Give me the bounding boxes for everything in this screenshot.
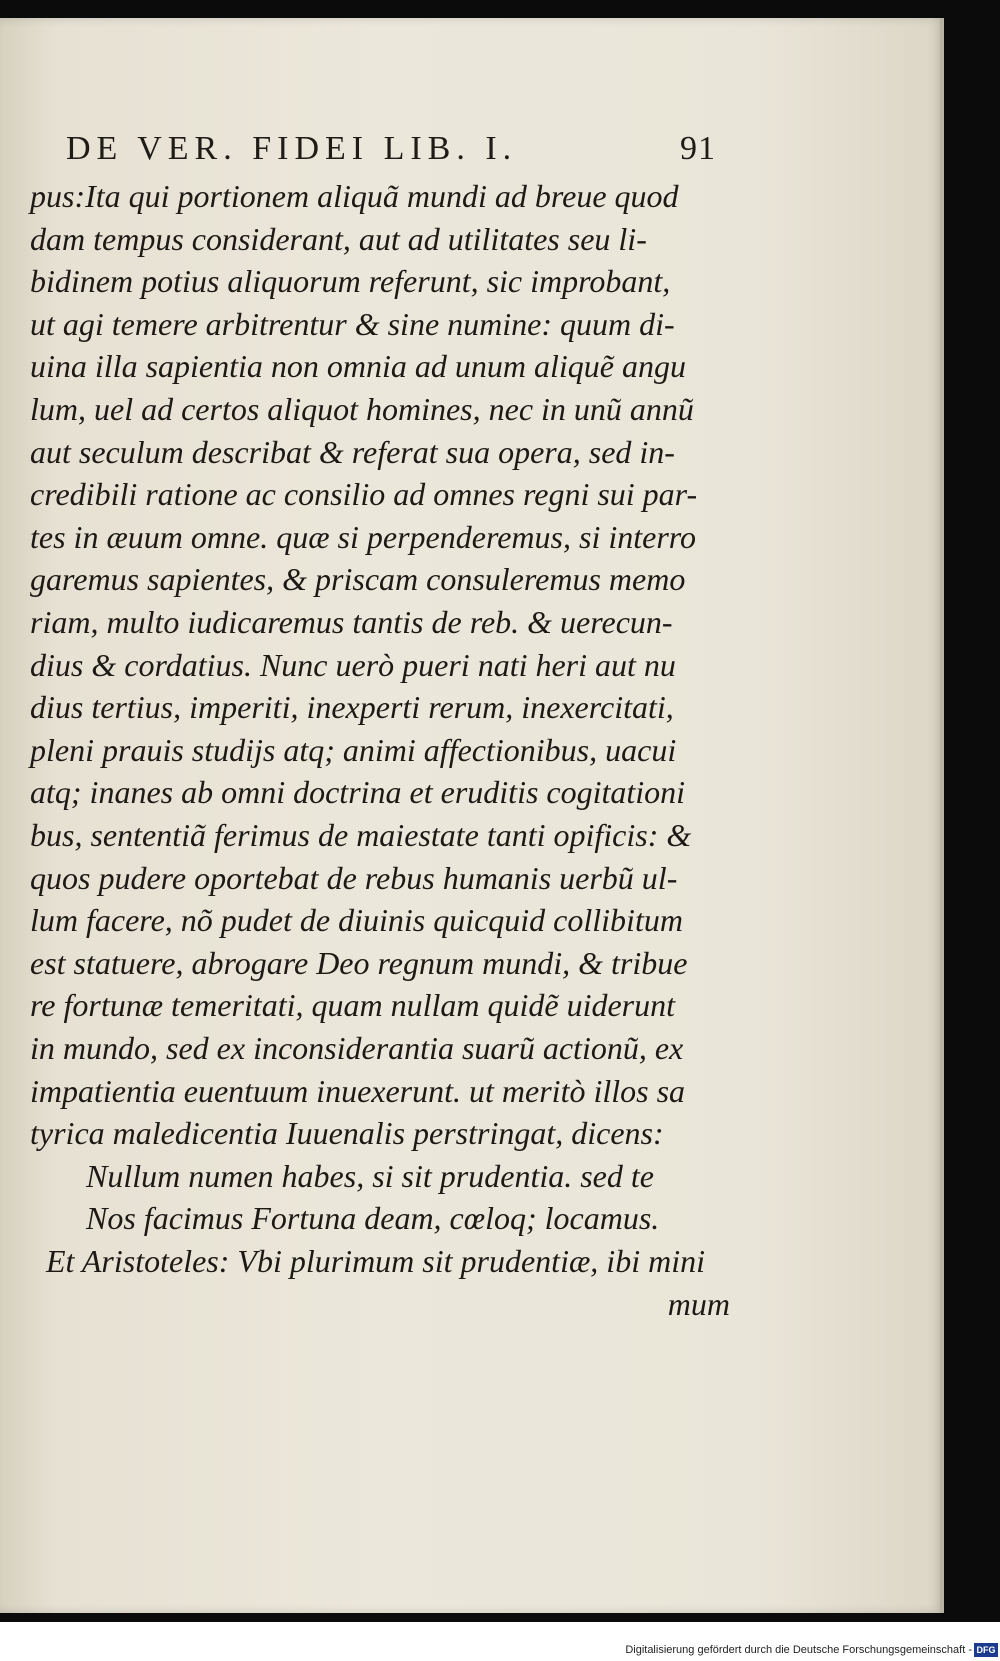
- text-line: atq; inanes ab omni doctrina et eruditis cogitationi: [30, 774, 686, 811]
- text-line: impatientia euentuum inuexerunt. ut meritò illos sa: [30, 1072, 686, 1109]
- text-line: in mundo, sed ex inconsiderantia suarũ actionũ, ex: [30, 1030, 684, 1066]
- text-line: dius & cordatius. Nunc uerò pueri nati heri aut nu: [30, 646, 676, 683]
- text-line: pus:Ita qui portionem aliquã mundi ad breue quod: [30, 178, 679, 214]
- verse-line: Nullum numen habes, si sit prudentia. sed te: [86, 1157, 654, 1194]
- page-number: 91: [680, 130, 716, 167]
- text-line: pleni prauis studijs atq; animi affectionibus, uacui: [30, 731, 677, 768]
- book-page: [0, 18, 944, 1613]
- verse-line: Nos facimus Fortuna deam, cœloq; locamus.: [86, 1200, 660, 1237]
- text-line: ut agi temere arbitrentur & sine numine: quum di-: [30, 305, 675, 342]
- dfg-logo: DFG: [974, 1643, 998, 1657]
- text-line: re fortunæ temeritati, quam nullam quidẽ uiderunt: [30, 987, 675, 1024]
- text-line: dam tempus considerant, aut ad utilitates seu li-: [30, 220, 647, 257]
- text-line: tyrica maledicentia Iuuenalis perstringat, dicens:: [30, 1115, 664, 1152]
- text-line: lum facere, nõ pudet de diuinis quicquid collibitum: [30, 902, 683, 939]
- text-line: tes in æuum omne. quæ si perpenderemus, si interro: [30, 518, 697, 555]
- text-line: Et Aristoteles: Vbi plurimum sit prudentiæ, ibi mini: [46, 1243, 705, 1279]
- text-line: garemus sapientes, & priscam consuleremus memo: [30, 561, 686, 598]
- running-header: [66, 130, 716, 174]
- text-line: dius tertius, imperiti, inexperti rerum, inexercitati,: [30, 689, 674, 726]
- text-line: bidinem potius aliquorum referunt, sic improbant,: [30, 263, 671, 300]
- text-line: credibili ratione ac consilio ad omnes regni sui par-: [30, 476, 698, 513]
- text-line: uina illa sapientia non omnia ad unum aliquẽ angu: [30, 348, 686, 385]
- text-line: est statuere, abrogare Deo regnum mundi, & tribue: [30, 944, 688, 981]
- text-line: quos pudere oportebat de rebus humanis uerbũ ul-: [30, 859, 678, 896]
- text-line: riam, multo iudicaremus tantis de reb. & uerecun-: [30, 604, 673, 640]
- text-line: bus, sententiã ferimus de maiestate tanti opificis: &: [30, 817, 692, 853]
- running-head-title: DE VER. FIDEI LIB. I.: [66, 130, 518, 167]
- text-line: aut seculum describat & referat sua opera, sed in-: [30, 433, 675, 470]
- text-line: lum, uel ad certos aliquot homines, nec in unũ annũ: [30, 391, 694, 427]
- digitization-credit: Digitalisierung gefördert durch die Deutsche Forschungsgemeinschaft -: [625, 1644, 972, 1656]
- catchword: mum: [667, 1285, 730, 1322]
